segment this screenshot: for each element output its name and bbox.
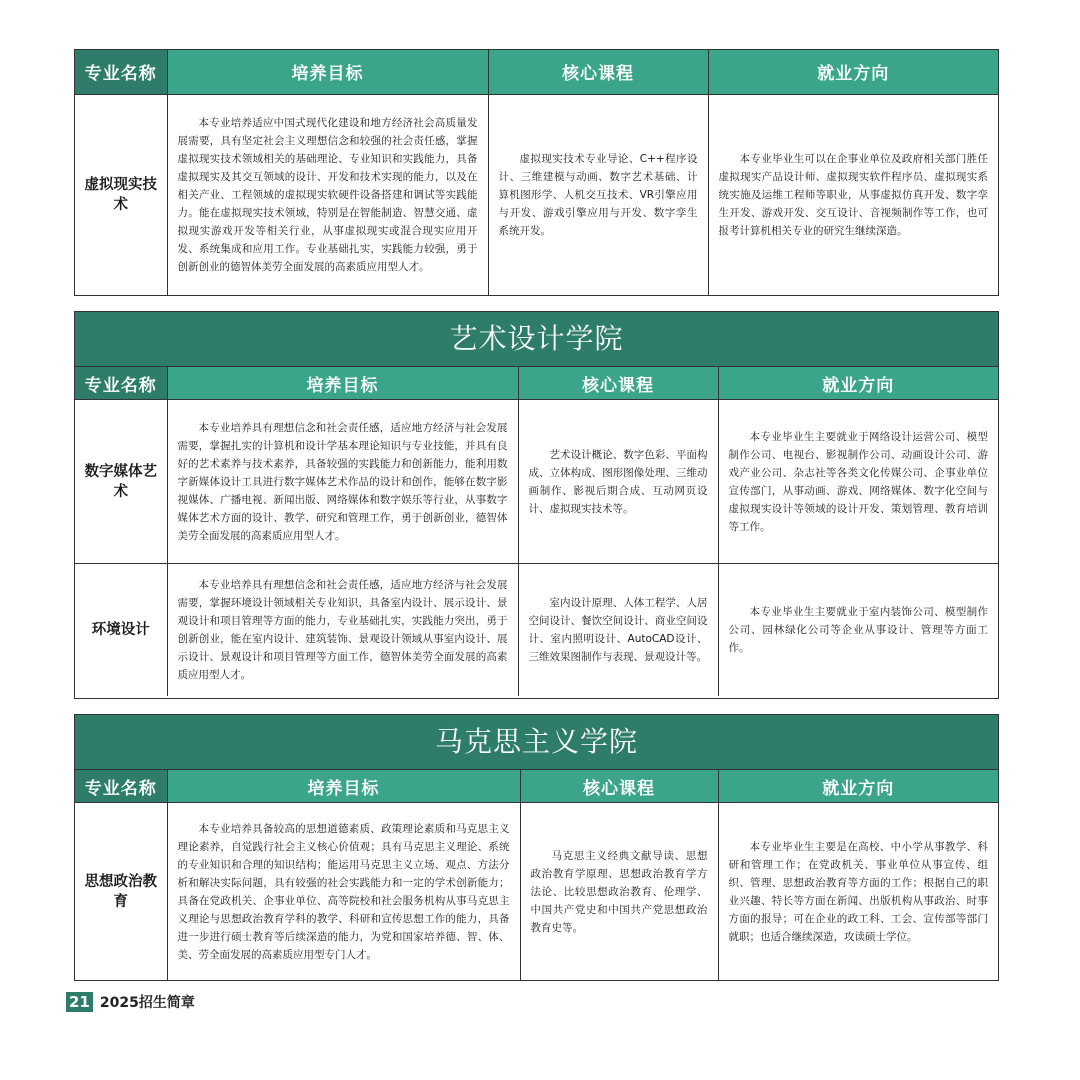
header-career: 就业方向 [718,367,998,400]
section-virtual-reality [74,49,999,296]
major-goal: 本专业培养具备较高的思想道德素质、政策理论素质和马克思主义理论素养，自觉践行社会主义核心价值观；具有马克思主义理论、系统的专业知识和合理的知识结构；能运用马克思主义立场、观点、方法分析和解决实际问题，具有较强的社会实践能力和一定的学术创新能力；具备在党政机关、企事业单位、高等院校和社会服务机构从事马克思主义理论与思想政治教育学科的教学、科研和宣传思想工作的能力，具备进一步进行硕士教育等后续深造的能力，为党和国家培养德、智、体、美、劳全面发展的高素质应用型专门人才。 [167,803,520,981]
major-career: 本专业毕业生主要就业于室内装饰公司、模型制作公司、园林绿化公司等企业从事设计、管理等方面工作。 [718,564,998,696]
major-career: 本专业毕业生可以在企事业单位及政府相关部门胜任虚拟现实产品设计师、虚拟现实软件程序员、虚拟现实系统实施及运维工程师等职业，从事虚拟仿真开发、数字孪生开发、游戏开发、交互设计、音视频制作等工作，也可报考计算机相关专业的研究生继续深造。 [718,152,988,237]
major-name: 虚拟现实技术 [75,94,167,295]
header-major-name: 专业名称 [75,367,167,400]
table-row [75,803,998,981]
header-courses: 核心课程 [488,50,708,94]
major-courses: 虚拟现实技术专业导论、C++程序设计、三维建模与动画、数字艺术基础、计算机图形学、人机交互技术、VR引擎应用与开发、游戏引擎应用与开发、数字孪生系统开发。 [488,94,708,295]
header-major-name: 专业名称 [75,50,167,94]
major-name: 思想政治教育 [75,803,167,981]
header-goal: 培养目标 [167,367,518,400]
major-table-1 [75,50,998,295]
major-courses: 室内设计原理、人体工程学、人居空间设计、餐饮空间设计、商业空间设计、室内照明设计、AutoCAD设计、三维效果图制作与表现、景观设计等。 [518,564,718,696]
page-footer [66,991,195,1013]
header-goal: 培养目标 [167,50,488,94]
header-courses: 核心课程 [520,770,718,803]
major-courses: 马克思主义经典文献导读、思想政治教育学原理、思想政治教育学方法论、比较思想政治教育、伦理学、中国共产党史和中国共产党思想政治教育史等。 [520,803,718,981]
major-courses: 艺术设计概论、数字色彩、平面构成、立体构成、图形图像处理、三维动画制作、影视后期合成、互动网页设计、虚拟现实技术等。 [518,400,718,564]
footer-title: 2025招生简章 [99,995,195,1011]
table-row [75,564,998,696]
major-name: 环境设计 [75,564,167,696]
section-marxism [74,714,999,981]
major-career: 本专业毕业生主要就业于网络设计运营公司、模型制作公司、电视台、影视制作公司、动画设计公司、游戏产业公司、杂志社等各类文化传媒公司、企事业单位宣传部门，从事动画、游戏、网络媒体、数字化空间与虚拟现实设计等领域的设计开发、策划管理、教育培训等工作。 [728,430,988,533]
page-number: 21 [66,992,93,1012]
table-row [75,94,998,295]
header-career: 就业方向 [708,50,998,94]
section-art-design [74,311,999,699]
header-goal: 培养目标 [167,770,520,803]
header-career: 就业方向 [718,770,998,803]
header-courses: 核心课程 [518,367,718,400]
major-name: 数字媒体艺术 [75,400,167,564]
major-table-2 [75,367,998,696]
college-title: 艺术设计学院 [75,312,998,367]
table-row [75,400,998,564]
major-goal: 本专业培养具有理想信念和社会责任感，适应地方经济与社会发展需要，掌握环境设计领域相关专业知识，具备室内设计、展示设计、景观设计和项目管理等方面的能力，专业基础扎实，实践能力突出，勇于创新创业，能在室内设计、建筑装饰、景观设计领域从事室内设计、展示设计、景观设计和项目管理等方面工作，德智体美劳全面发展的高素质应用型人才。 [167,564,518,696]
header-major-name: 专业名称 [75,770,167,803]
college-title: 马克思主义学院 [75,715,998,770]
major-career: 本专业毕业生主要是在高校、中小学从事教学、科研和管理工作；在党政机关、事业单位从事宣传、组织、管理、思想政治教育等方面的工作；根据自己的职业兴趣、特长等方面在新闻、出版机构从事政治、时事方面的报导；可在企业的政工科、工会、宣传部等部门就职；也适合继续深造，攻读硕士学位。 [728,840,988,943]
major-table-3 [75,770,998,981]
major-goal: 本专业培养适应中国式现代化建设和地方经济社会高质量发展需要，具有坚定社会主义理想信念和较强的社会责任感，掌握虚拟现实技术领域相关的基础理论、专业知识和实践能力，具备虚拟现实及其交互领域的设计、开发和技术实现的能力，以及在相关产业、工程领域的虚拟现实软硬件设备搭建和调试等实践能力。能在虚拟现实技术领域，特别是在智能制造、智慧交通、虚拟现实游戏开发等相关行业，从事虚拟现实或混合现实应用开发、系统集成和应用工作。专业基础扎实，实践能力较强，勇于创新创业的德智体美劳全面发展的高素质应用型人才。 [167,94,488,295]
major-goal: 本专业培养具有理想信念和社会责任感，适应地方经济与社会发展需要，掌握扎实的计算机和设计学基本理论知识与专业技能，并具有良好的艺术素养与技术素养，具备较强的实践能力和创新能力，能利用数字新媒体设计工具进行数字媒体艺术作品的设计和创作，能够在数字影视媒体、广播电视、新闻出版、网络媒体和数字娱乐等行业，从事数字媒体艺术方面的设计、教学、研究和管理工作，勇于创新创业，德智体美劳全面发展的高素质应用型人才。 [167,400,518,564]
